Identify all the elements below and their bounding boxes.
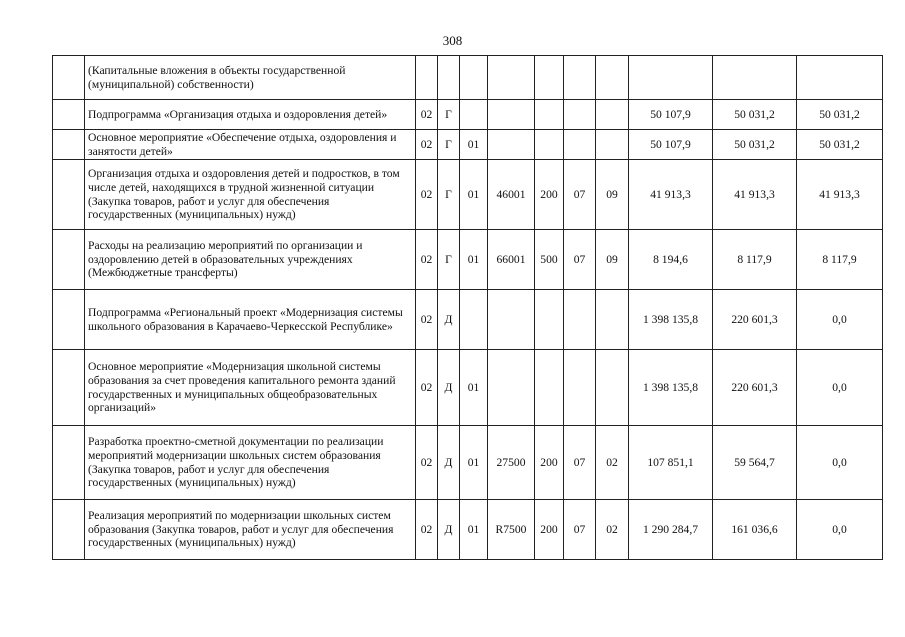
subprogram-code-cell: Д	[438, 350, 460, 426]
expense-type-cell	[535, 290, 564, 350]
program-code-cell: 02	[416, 426, 438, 500]
subsection-code-cell: 09	[596, 160, 629, 230]
table-row	[53, 130, 883, 160]
amount-year-2-cell: 220 601,3	[713, 290, 797, 350]
direction-code-cell	[488, 130, 535, 160]
amount-year-2-cell: 220 601,3	[713, 350, 797, 426]
subprogram-code-cell	[438, 56, 460, 100]
direction-code-cell	[488, 100, 535, 130]
program-code-cell: 02	[416, 290, 438, 350]
amount-year-2-cell: 50 031,2	[713, 100, 797, 130]
section-code-cell: 07	[564, 500, 596, 560]
direction-code-cell: 46001	[488, 160, 535, 230]
program-code-cell: 02	[416, 500, 438, 560]
amount-year-2-cell	[713, 56, 797, 100]
program-code-cell: 02	[416, 350, 438, 426]
row-number-cell	[53, 500, 85, 560]
activity-code-cell: 01	[460, 230, 488, 290]
amount-year-3-cell: 0,0	[797, 350, 883, 426]
subprogram-code-cell: Д	[438, 500, 460, 560]
subprogram-code-cell: Г	[438, 100, 460, 130]
amount-year-2-cell: 50 031,2	[713, 130, 797, 160]
amount-year-1-cell	[629, 56, 713, 100]
direction-code-cell	[488, 56, 535, 100]
page-number: 308	[442, 33, 463, 48]
expense-type-cell: 200	[535, 500, 564, 560]
amount-year-1-cell: 8 194,6	[629, 230, 713, 290]
amount-year-3-cell: 0,0	[797, 500, 883, 560]
amount-year-3-cell: 50 031,2	[797, 130, 883, 160]
table-row	[53, 350, 883, 426]
amount-year-3-cell: 50 031,2	[797, 100, 883, 130]
table-row	[53, 100, 883, 130]
program-code-cell: 02	[416, 160, 438, 230]
activity-code-cell: 01	[460, 350, 488, 426]
amount-year-2-cell: 41 913,3	[713, 160, 797, 230]
amount-year-3-cell: 41 913,3	[797, 160, 883, 230]
expense-type-cell: 500	[535, 230, 564, 290]
subprogram-code-cell: Г	[438, 160, 460, 230]
amount-year-3-cell: 0,0	[797, 290, 883, 350]
direction-code-cell	[488, 290, 535, 350]
subsection-code-cell: 02	[596, 426, 629, 500]
direction-code-cell	[488, 350, 535, 426]
row-name-cell: Подпрограмма «Региональный проект «Модернизация системы школьного образования в Карачаево-Черкесской Республике»	[85, 290, 416, 350]
expense-type-cell	[535, 350, 564, 426]
subsection-code-cell	[596, 100, 629, 130]
amount-year-2-cell: 59 564,7	[713, 426, 797, 500]
amount-year-3-cell	[797, 56, 883, 100]
row-number-cell	[53, 100, 85, 130]
table-row	[53, 230, 883, 290]
direction-code-cell: R7500	[488, 500, 535, 560]
amount-year-1-cell: 50 107,9	[629, 100, 713, 130]
activity-code-cell: 01	[460, 426, 488, 500]
row-number-cell	[53, 350, 85, 426]
table-row	[53, 56, 883, 100]
activity-code-cell: 01	[460, 500, 488, 560]
program-code-cell: 02	[416, 130, 438, 160]
amount-year-1-cell: 41 913,3	[629, 160, 713, 230]
row-number-cell	[53, 230, 85, 290]
subsection-code-cell	[596, 56, 629, 100]
section-code-cell	[564, 350, 596, 426]
row-name-cell: Расходы на реализацию мероприятий по организации и оздоровлению детей в образовательных учреждениях (Межбюджетные трансферты)	[85, 230, 416, 290]
subprogram-code-cell: Д	[438, 290, 460, 350]
section-code-cell: 07	[564, 230, 596, 290]
expense-type-cell	[535, 56, 564, 100]
row-number-cell	[53, 130, 85, 160]
section-code-cell	[564, 290, 596, 350]
subsection-code-cell: 09	[596, 230, 629, 290]
amount-year-2-cell: 161 036,6	[713, 500, 797, 560]
amount-year-1-cell: 50 107,9	[629, 130, 713, 160]
row-name-cell: Основное мероприятие «Обеспечение отдыха, оздоровления и занятости детей»	[85, 130, 416, 160]
row-name-cell: Основное мероприятие «Модернизация школьной системы образования за счет проведения капитального ремонта зданий государственных и муниципальных общеобразовательных организаций»	[85, 350, 416, 426]
subsection-code-cell	[596, 130, 629, 160]
activity-code-cell	[460, 100, 488, 130]
activity-code-cell: 01	[460, 160, 488, 230]
program-code-cell	[416, 56, 438, 100]
activity-code-cell: 01	[460, 130, 488, 160]
row-name-cell: Подпрограмма «Организация отдыха и оздоровления детей»	[85, 100, 416, 130]
row-name-cell: Организация отдыха и оздоровления детей и подростков, в том числе детей, находящихся в трудной жизненной ситуации (Закупка товаров, работ и услуг для обеспечения государственных (муниципальных) нужд)	[85, 160, 416, 230]
amount-year-1-cell: 1 290 284,7	[629, 500, 713, 560]
budget-table	[52, 55, 883, 560]
amount-year-3-cell: 0,0	[797, 426, 883, 500]
direction-code-cell: 66001	[488, 230, 535, 290]
section-code-cell	[564, 130, 596, 160]
section-code-cell	[564, 56, 596, 100]
section-code-cell: 07	[564, 160, 596, 230]
subprogram-code-cell: Д	[438, 426, 460, 500]
expense-type-cell: 200	[535, 160, 564, 230]
section-code-cell: 07	[564, 426, 596, 500]
section-code-cell	[564, 100, 596, 130]
row-name-cell: Реализация мероприятий по модернизации школьных систем образования (Закупка товаров, работ и услуг для обеспечения государственных (муниципальных) нужд)	[85, 500, 416, 560]
subsection-code-cell	[596, 290, 629, 350]
row-number-cell	[53, 160, 85, 230]
table-row	[53, 426, 883, 500]
row-number-cell	[53, 290, 85, 350]
amount-year-3-cell: 8 117,9	[797, 230, 883, 290]
subsection-code-cell	[596, 350, 629, 426]
activity-code-cell	[460, 56, 488, 100]
row-number-cell	[53, 426, 85, 500]
expense-type-cell	[535, 130, 564, 160]
table-row	[53, 160, 883, 230]
expense-type-cell: 200	[535, 426, 564, 500]
amount-year-1-cell: 107 851,1	[629, 426, 713, 500]
row-number-cell	[53, 56, 85, 100]
subprogram-code-cell: Г	[438, 230, 460, 290]
row-name-cell: Разработка проектно-сметной документации по реализации мероприятий модернизации школьных систем образования (Закупка товаров, работ и услуг для обеспечения государственных (муниципальных) нужд)	[85, 426, 416, 500]
direction-code-cell: 27500	[488, 426, 535, 500]
program-code-cell: 02	[416, 230, 438, 290]
activity-code-cell	[460, 290, 488, 350]
amount-year-1-cell: 1 398 135,8	[629, 290, 713, 350]
table-row	[53, 500, 883, 560]
expense-type-cell	[535, 100, 564, 130]
budget-table-body	[53, 56, 883, 560]
amount-year-2-cell: 8 117,9	[713, 230, 797, 290]
amount-year-1-cell: 1 398 135,8	[629, 350, 713, 426]
program-code-cell: 02	[416, 100, 438, 130]
subsection-code-cell: 02	[596, 500, 629, 560]
subprogram-code-cell: Г	[438, 130, 460, 160]
table-row	[53, 290, 883, 350]
row-name-cell: (Капитальные вложения в объекты государственной (муниципальной) собственности)	[85, 56, 416, 100]
